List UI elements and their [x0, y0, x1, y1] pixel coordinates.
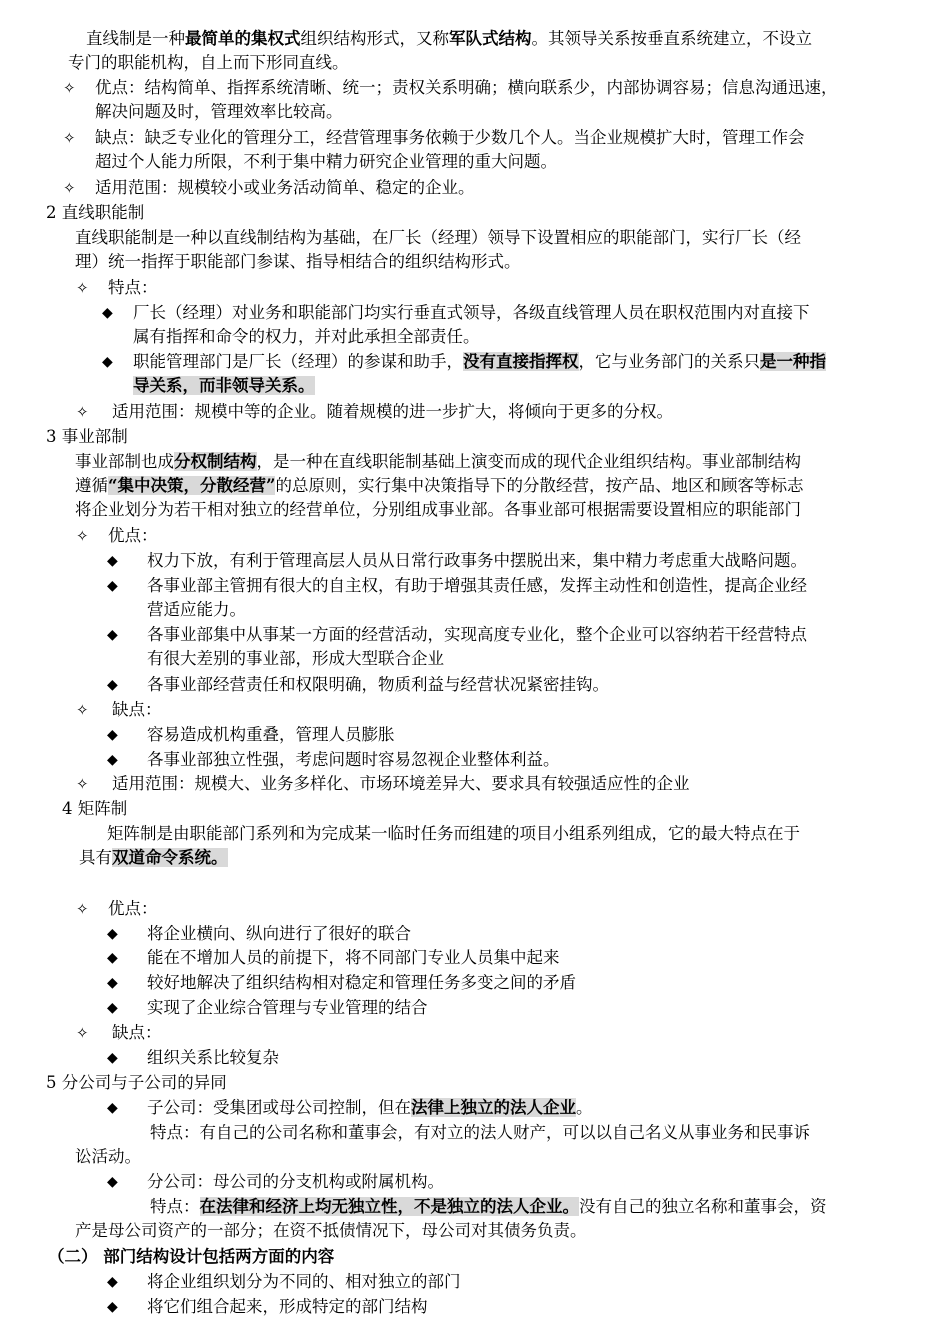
diamond-bullet-icon: ◆: [107, 1299, 118, 1315]
diamond-bullet-icon: ◆: [107, 1000, 118, 1016]
star-bullet-icon: ✧: [76, 701, 89, 719]
s5-subsidiary-features-line2: 讼活动。: [75, 1147, 141, 1166]
diamond-bullet-icon: ◆: [107, 727, 118, 743]
s6-item1: 将企业组织划分为不同的、相对独立的部门: [147, 1272, 461, 1291]
s1-disadvantages-line2: 超过个人能力所限，不利于集中精力研究企业管理的重大问题。: [95, 152, 557, 171]
s3-intro-line2: 遵循“集中决策，分散经营”的总原则，实行集中决策指导下的分散经营，按产品、地区和顾客等标志: [75, 476, 804, 495]
s3-advantage3-line1: 各事业部集中从事某一方面的经营活动，实现高度专业化，整个企业可以容纳若干经营特点: [147, 625, 807, 644]
star-bullet-icon: ✧: [63, 79, 76, 97]
s3-advantage2-line1: 各事业部主管拥有很大的自主权，有助于增强其责任感，发挥主动性和创造性，提高企业经: [147, 576, 807, 595]
s1-scope: 适用范围：规模较小或业务活动简单、稳定的企业。: [95, 178, 475, 197]
s4-advantage4: 实现了企业综合管理与专业管理的结合: [147, 998, 428, 1017]
s2-heading: 2 直线职能制: [46, 203, 145, 222]
s2-intro-line2: 理）统一指挥于职能部门参谋、指导相结合的组织结构形式。: [75, 252, 521, 271]
diamond-bullet-icon: ◆: [107, 926, 118, 942]
s3-intro-line1: 事业部制也成分权制结构，是一种在直线职能制基础上演变而成的现代企业组织结构。事业部制结构: [75, 452, 801, 471]
s5-branch-features-line1: 特点：在法律和经济上均无独立性，不是独立的法人企业。没有自己的独立名称和董事会，资: [150, 1197, 827, 1216]
star-bullet-icon: ✧: [76, 1024, 89, 1042]
s3-advantage2-line2: 营适应能力。: [147, 600, 246, 619]
diamond-bullet-icon: ◆: [107, 1100, 118, 1116]
s3-disadvantage1: 容易造成机构重叠，管理人员膨胀: [147, 725, 395, 744]
s5-branch: 分公司：母公司的分支机构或附属机构。: [147, 1172, 444, 1191]
s3-disadvantage2: 各事业部独立性强，考虑问题时容易忽视企业整体利益。: [147, 750, 560, 769]
s5-branch-features-line2: 产是母公司资产的一部分；在资不抵债情况下，母公司对其债务负责。: [75, 1221, 587, 1240]
s4-advantages-label: 优点：: [108, 899, 158, 918]
s2-feature2-line2: 导关系，而非领导关系。: [133, 376, 315, 395]
s4-advantage3: 较好地解决了组织结构相对稳定和管理任务多变之间的矛盾: [147, 973, 576, 992]
s2-feature1-line1: 厂长（经理）对业务和职能部门均实行垂直式领导，各级直线管理人员在职权范围内对直接下: [133, 303, 810, 322]
star-bullet-icon: ✧: [63, 179, 76, 197]
s2-scope: 适用范围：规模中等的企业。随着规模的进一步扩大，将倾向于更多的分权。: [112, 402, 673, 421]
diamond-bullet-icon: ◆: [102, 354, 113, 370]
s4-heading: 4 矩阵制: [62, 799, 128, 818]
diamond-bullet-icon: ◆: [107, 1274, 118, 1290]
s2-feature1-line2: 属有指挥和命令的权力，并对此承担全部责任。: [133, 327, 480, 346]
diamond-bullet-icon: ◆: [107, 1050, 118, 1066]
star-bullet-icon: ✧: [76, 900, 89, 918]
diamond-bullet-icon: ◆: [107, 553, 118, 569]
star-bullet-icon: ✧: [76, 403, 89, 421]
diamond-bullet-icon: ◆: [107, 752, 118, 768]
star-bullet-icon: ✧: [63, 129, 76, 147]
s6-item2: 将它们组合起来，形成特定的部门结构: [147, 1297, 428, 1316]
s4-disadvantages-label: 缺点：: [112, 1023, 162, 1042]
s4-disadvantage1: 组织关系比较复杂: [147, 1048, 279, 1067]
s2-intro-line1: 直线职能制是一种以直线制结构为基础，在厂长（经理）领导下设置相应的职能部门，实行厂长（经: [75, 228, 801, 247]
s2-feature2-line1: 职能管理部门是厂长（经理）的参谋和助手，没有直接指挥权，它与业务部门的关系只是一种指: [133, 352, 826, 371]
s4-intro-line2: 具有双道命令系统。: [79, 848, 228, 867]
s1-advantages-line2: 解决问题及时，管理效率比较高。: [95, 102, 343, 121]
s3-advantage3-line2: 有很大差别的事业部，形成大型联合企业: [147, 649, 444, 668]
s3-advantage1: 权力下放，有利于管理高层人员从日常行政事务中摆脱出来，集中精力考虑重大战略问题。: [147, 551, 807, 570]
diamond-bullet-icon: ◆: [102, 305, 113, 321]
s3-advantage4: 各事业部经营责任和权限明确，物质利益与经营状况紧密挂钩。: [147, 675, 609, 694]
diamond-bullet-icon: ◆: [107, 627, 118, 643]
s4-advantage2: 能在不增加人员的前提下，将不同部门专业人员集中起来: [147, 948, 560, 967]
s5-subsidiary: 子公司：受集团或母公司控制，但在法律上独立的法人企业。: [147, 1098, 593, 1117]
diamond-bullet-icon: ◆: [107, 1174, 118, 1190]
s6-heading: （二） 部门结构设计包括两方面的内容: [48, 1247, 335, 1266]
diamond-bullet-icon: ◆: [107, 677, 118, 693]
s1-disadvantages-line1: 缺点：缺乏专业化的管理分工，经营管理事务依赖于少数几个人。当企业规模扩大时，管理工作会: [95, 128, 805, 147]
s5-subsidiary-features-line1: 特点：有自己的公司名称和董事会，有对立的法人财产，可以以自己名义从事业务和民事诉: [150, 1123, 810, 1142]
diamond-bullet-icon: ◆: [107, 975, 118, 991]
s3-heading: 3 事业部制: [46, 427, 128, 446]
s5-heading: 5 分公司与子公司的异同: [46, 1073, 227, 1092]
s1-intro-line2: 专门的职能机构，自上而下形同直线。: [68, 53, 349, 72]
s2-features-label: 特点：: [108, 278, 158, 297]
diamond-bullet-icon: ◆: [107, 950, 118, 966]
star-bullet-icon: ✧: [76, 775, 89, 793]
s3-disadvantages-label: 缺点：: [112, 700, 162, 719]
star-bullet-icon: ✧: [76, 279, 89, 297]
s3-intro-line3: 将企业划分为若干相对独立的经营单位，分别组成事业部。各事业部可根据需要设置相应的职能部门: [75, 500, 801, 519]
s3-scope: 适用范围：规模大、业务多样化、市场环境差异大、要求具有较强适应性的企业: [112, 774, 690, 793]
s3-advantages-label: 优点：: [108, 526, 158, 545]
star-bullet-icon: ✧: [76, 527, 89, 545]
s1-intro-line1: 直线制是一种最简单的集权式组织结构形式，又称军队式结构。其领导关系按垂直系统建立，不设立: [86, 29, 812, 48]
s1-advantages-line1: 优点：结构简单、指挥系统清晰、统一；责权关系明确；横向联系少，内部协调容易；信息沟通迅速，: [95, 78, 838, 97]
s4-intro-line1: 矩阵制是由职能部门系列和为完成某一临时任务而组建的项目小组系列组成，它的最大特点在于: [107, 824, 800, 843]
diamond-bullet-icon: ◆: [107, 578, 118, 594]
s4-advantage1: 将企业横向、纵向进行了很好的联合: [147, 924, 411, 943]
